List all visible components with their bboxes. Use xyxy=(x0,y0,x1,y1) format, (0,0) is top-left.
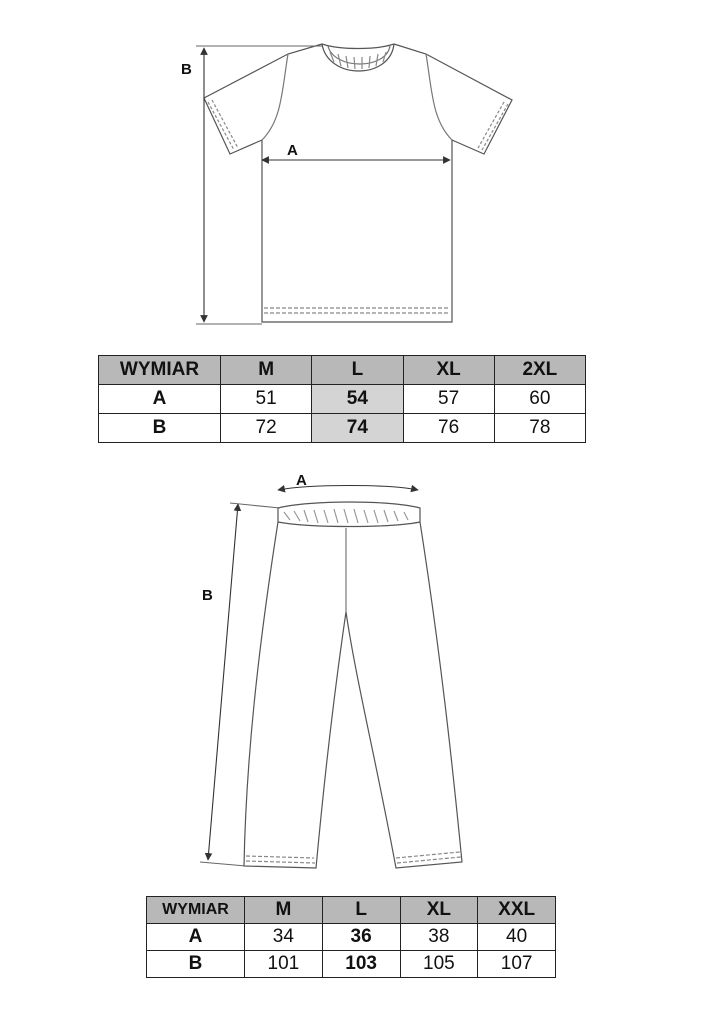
pants-label-a: A xyxy=(296,472,307,489)
table-cell: 57 xyxy=(403,385,494,414)
pants-size-table xyxy=(146,896,556,978)
header-cell-wymiar: WYMIAR xyxy=(99,356,221,385)
shirt-size-table xyxy=(98,355,586,443)
table-cell-highlighted: 103 xyxy=(322,951,400,978)
header-cell-size: L xyxy=(312,356,403,385)
header-cell-size: 2XL xyxy=(494,356,585,385)
pants-illustration xyxy=(244,502,462,868)
table-cell-highlighted: 54 xyxy=(312,385,403,414)
table-cell-highlighted: 36 xyxy=(322,924,400,951)
header-cell-wymiar: WYMIAR xyxy=(147,897,245,924)
header-cell-size: XXL xyxy=(478,897,556,924)
table-cell: 34 xyxy=(245,924,323,951)
shirt-measure-lines xyxy=(196,46,450,324)
row-label: A xyxy=(99,385,221,414)
table-cell: 40 xyxy=(478,924,556,951)
table-cell: 107 xyxy=(478,951,556,978)
table-row xyxy=(99,385,586,414)
row-label: B xyxy=(147,951,245,978)
table-row xyxy=(99,414,586,443)
header-cell-size: XL xyxy=(403,356,494,385)
header-cell-size: XL xyxy=(400,897,478,924)
row-label: A xyxy=(147,924,245,951)
pants-measure-lines xyxy=(200,486,418,867)
table-cell: 72 xyxy=(221,414,312,443)
table-header-row xyxy=(99,356,586,385)
table-cell: 78 xyxy=(494,414,585,443)
table-cell-highlighted: 74 xyxy=(312,414,403,443)
shirt-label-b: B xyxy=(181,61,192,78)
row-label: B xyxy=(99,414,221,443)
pants-length-arrow xyxy=(208,504,238,860)
table-cell: 101 xyxy=(245,951,323,978)
table-header-row xyxy=(147,897,556,924)
tshirt-illustration xyxy=(204,44,512,322)
shirt-label-a: A xyxy=(287,142,298,159)
table-cell: 51 xyxy=(221,385,312,414)
pants-label-b: B xyxy=(202,587,213,604)
header-cell-size: L xyxy=(322,897,400,924)
table-cell: 60 xyxy=(494,385,585,414)
header-cell-size: M xyxy=(245,897,323,924)
header-cell-size: M xyxy=(221,356,312,385)
table-row xyxy=(147,951,556,978)
table-cell: 105 xyxy=(400,951,478,978)
table-cell: 76 xyxy=(403,414,494,443)
table-cell: 38 xyxy=(400,924,478,951)
table-row xyxy=(147,924,556,951)
